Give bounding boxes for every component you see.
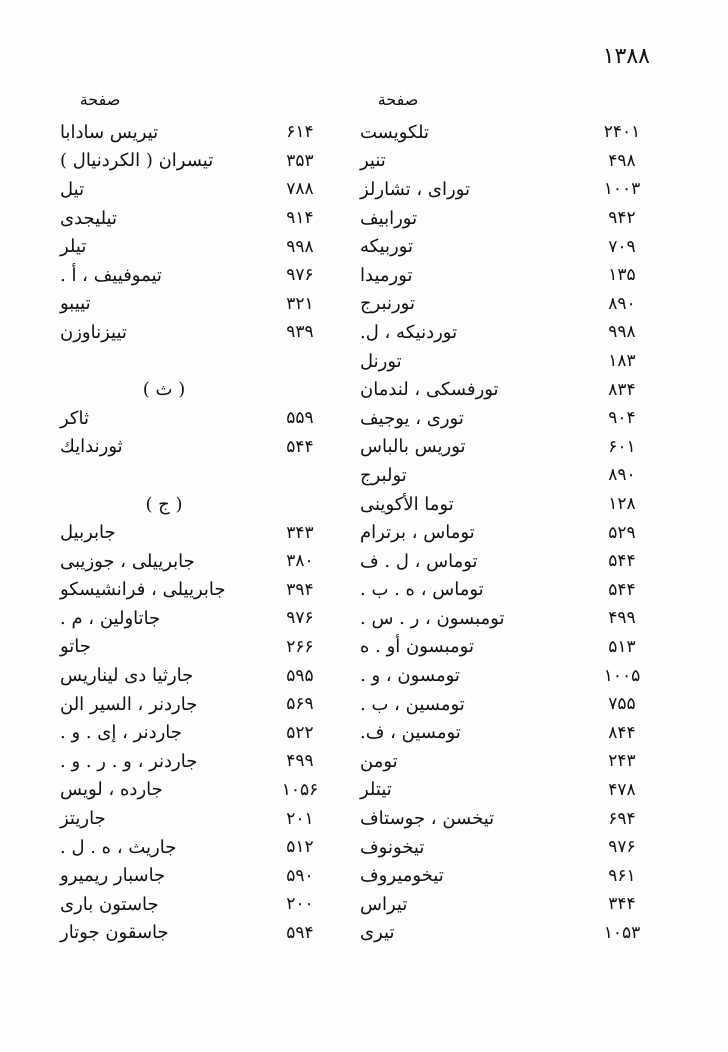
index-entry	[60, 518, 328, 547]
index-entry	[360, 604, 650, 633]
entry-page-number: ۴۷۸	[608, 779, 636, 800]
entry-name: جاتاولين ، م .	[60, 607, 161, 629]
entry-name: جاتو	[60, 636, 91, 658]
index-entry	[60, 718, 328, 747]
index-entry	[60, 804, 328, 833]
entry-page-number: ۲۴۰۱	[603, 122, 641, 143]
index-entry	[60, 661, 328, 690]
index-entry	[360, 347, 650, 376]
entry-name: تنير	[360, 150, 386, 172]
entry-name: تييزناوزن	[60, 321, 127, 343]
section-heading	[60, 490, 328, 519]
entry-name: تومسون ، و .	[360, 665, 460, 687]
entry-name: جابربيل	[60, 522, 116, 544]
entry-name: تيموفييف ، أ .	[60, 264, 162, 286]
entry-name: تورنل	[360, 350, 402, 372]
index-entry	[60, 690, 328, 719]
index-entry	[360, 490, 650, 519]
index-entry	[60, 232, 328, 261]
entry-name: تيخونوف	[360, 836, 425, 858]
entry-page-number: ۵۹۴	[286, 922, 314, 943]
index-entry	[360, 747, 650, 776]
entry-page-number: ۳۲۱	[286, 293, 314, 314]
index-entry	[360, 290, 650, 319]
entry-name: توراى ، تشارلز	[360, 178, 471, 200]
entry-name: تولبرج	[360, 464, 407, 486]
entry-name: جابرييلى ، جوزيبى	[60, 550, 195, 572]
entry-name: تومسين ، ف.	[360, 722, 461, 744]
entry-name: تيخوميروف	[360, 865, 444, 887]
index-entry	[60, 747, 328, 776]
entry-page-number: ۹۹۸	[608, 322, 636, 343]
entry-page-number: ۶۰۱	[608, 436, 636, 457]
index-entry	[360, 118, 650, 147]
entry-name: توما الأكوينى	[360, 493, 454, 515]
entry-page-number: ۳۴۳	[286, 522, 314, 543]
entry-name: تيسران ( الكردنيال )	[60, 150, 214, 172]
entry-page-number: ۱۲۸	[608, 494, 636, 515]
index-entry	[360, 461, 650, 490]
index-entry	[60, 461, 328, 490]
entry-page-number: ۵۶۹	[286, 694, 314, 715]
index-entry	[60, 919, 328, 948]
index-entry	[360, 718, 650, 747]
index-entry	[360, 690, 650, 719]
entry-page-number: ۹۷۶	[608, 837, 636, 858]
entry-name: تومسين ، ب .	[360, 693, 465, 715]
index-entry	[360, 833, 650, 862]
index-entry	[360, 232, 650, 261]
entry-page-number: ۹۹۸	[286, 236, 314, 257]
index-entry	[60, 861, 328, 890]
index-entry	[360, 375, 650, 404]
index-entry	[360, 318, 650, 347]
entry-name: جاريتز	[60, 808, 106, 830]
index-entry	[360, 776, 650, 805]
entry-page-number: ۸۳۴	[608, 379, 636, 400]
index-entry	[60, 261, 328, 290]
entry-page-number: ۹۳۹	[286, 322, 314, 343]
section-letter: ( ج )	[145, 493, 183, 515]
index-entry	[60, 433, 328, 462]
entry-page-number: ۹۱۴	[286, 208, 314, 229]
entry-page-number: ۱۸۳	[608, 351, 636, 372]
entry-page-number: ۱۳۵	[608, 265, 636, 286]
index-entry	[360, 633, 650, 662]
entry-name: جاسبار ريميرو	[60, 865, 166, 887]
entry-name: جاريث ، ه . ل .	[60, 836, 177, 858]
entry-name: تيريس سادابا	[60, 121, 159, 143]
entry-name: جاردنر ، السير الن	[60, 693, 198, 715]
entry-name: تيخسن ، جوستاف	[360, 808, 495, 830]
entry-page-number: ۳۸۰	[286, 551, 314, 572]
right-column-header: صفحة	[377, 90, 419, 109]
entry-name: جاسقون جوتار	[60, 922, 169, 944]
entry-name: جابرييلى ، فرانشيسكو	[60, 579, 226, 601]
index-entry	[360, 204, 650, 233]
index-entry	[60, 118, 328, 147]
entry-page-number: ۵۱۳	[608, 636, 636, 657]
entry-page-number: ۴۹۹	[286, 751, 314, 772]
entry-page-number: ۴۹۸	[608, 150, 636, 171]
index-entry	[60, 175, 328, 204]
index-entry	[360, 661, 650, 690]
index-entry	[360, 861, 650, 890]
entry-page-number: ۹۴۲	[608, 208, 636, 229]
entry-name: جاردنر ، و . ر . و .	[60, 750, 198, 772]
page-number: ۱۳۸۸	[602, 44, 650, 69]
entry-page-number: ۲۶۶	[286, 636, 314, 657]
entry-name: تورى ، يوجيف	[360, 407, 464, 429]
entry-page-number: ۵۵۹	[286, 408, 314, 429]
index-entry	[60, 833, 328, 862]
entry-name: توردنيكه ، ل.	[360, 321, 458, 343]
index-entry	[60, 147, 328, 176]
entry-page-number: ۷۵۵	[608, 694, 636, 715]
entry-page-number: ۲۰۰	[286, 894, 314, 915]
entry-page-number: ۱۰۵۶	[281, 779, 319, 800]
entry-page-number: ۳۵۳	[286, 150, 314, 171]
index-entry	[60, 776, 328, 805]
index-entry	[360, 919, 650, 948]
entry-page-number: ۲۰۱	[286, 808, 314, 829]
entry-page-number: ۹۷۶	[286, 265, 314, 286]
index-entry	[60, 604, 328, 633]
entry-page-number: ۹۷۶	[286, 608, 314, 629]
entry-name: ثاكر	[60, 407, 89, 429]
entry-name: تيرى	[360, 922, 395, 944]
entry-name: تيلر	[60, 236, 87, 258]
entry-page-number: ۴۹۹	[608, 608, 636, 629]
index-entry	[360, 261, 650, 290]
index-entry	[360, 404, 650, 433]
entry-name: تومن	[360, 750, 398, 772]
entry-name: جاستون بارى	[60, 893, 159, 915]
entry-name: تلكويست	[360, 121, 429, 143]
entry-page-number: ۹۶۱	[608, 865, 636, 886]
entry-page-number: ۵۹۵	[286, 665, 314, 686]
entry-name: توماس ، برترام	[360, 522, 475, 544]
entry-name: تورنبرج	[360, 293, 415, 315]
index-entry	[60, 318, 328, 347]
entry-name: تومبسون أو . ه	[360, 636, 474, 658]
index-entry	[60, 576, 328, 605]
section-heading	[60, 375, 328, 404]
entry-page-number: ۳۴۴	[608, 894, 636, 915]
index-entry	[60, 204, 328, 233]
entry-page-number: ۱۰۵۳	[603, 922, 641, 943]
entry-name: توماس ، ه . ب .	[360, 579, 484, 601]
entry-name: تيل	[60, 178, 85, 200]
entry-page-number: ۱۰۰۳	[603, 179, 641, 200]
index-entry	[60, 404, 328, 433]
left-index-column	[60, 118, 328, 947]
entry-name: توماس ، ل . ف	[360, 550, 478, 572]
index-entry	[360, 890, 650, 919]
entry-page-number: ۳۹۴	[286, 579, 314, 600]
entry-page-number: ۸۹۰	[608, 465, 636, 486]
entry-name: جارثيا دى ليناريس	[60, 665, 194, 687]
entry-page-number: ۵۴۴	[286, 436, 314, 457]
entry-page-number: ۷۰۹	[608, 236, 636, 257]
entry-name: جاردنر ، إى . و .	[60, 722, 182, 744]
entry-page-number: ۵۴۴	[608, 551, 636, 572]
entry-page-number: ۵۲۹	[608, 522, 636, 543]
index-entry	[360, 175, 650, 204]
right-index-column	[360, 118, 650, 947]
entry-page-number: ۷۸۸	[286, 179, 314, 200]
entry-page-number: ۸۹۰	[608, 293, 636, 314]
entry-name: تيليجدى	[60, 207, 117, 229]
entry-name: توريس بالباس	[360, 436, 466, 458]
entry-page-number: ۸۴۴	[608, 722, 636, 743]
index-entry	[60, 890, 328, 919]
entry-name: تومبسون ، ر . س .	[360, 607, 505, 629]
entry-page-number: ۶۱۴	[286, 122, 314, 143]
entry-page-number: ۲۴۳	[608, 751, 636, 772]
entry-page-number: ۵۲۲	[286, 722, 314, 743]
index-entry	[60, 347, 328, 376]
entry-name: جارده ، لويس	[60, 779, 163, 801]
entry-page-number: ۵۹۰	[286, 865, 314, 886]
entry-name: تورميدا	[360, 264, 413, 286]
index-entry	[60, 547, 328, 576]
index-entry	[60, 633, 328, 662]
entry-page-number: ۹۰۴	[608, 408, 636, 429]
index-entry	[360, 547, 650, 576]
entry-name: تييبو	[60, 293, 91, 315]
entry-name: توربيكه	[360, 236, 414, 258]
index-entry	[360, 433, 650, 462]
index-entry	[360, 576, 650, 605]
entry-page-number: ۱۰۰۵	[603, 665, 641, 686]
index-entry	[360, 147, 650, 176]
entry-page-number: ۵۴۴	[608, 579, 636, 600]
entry-page-number: ۵۱۲	[286, 837, 314, 858]
entry-name: ثورندايك	[60, 436, 123, 458]
left-column-header: صفحة	[79, 90, 121, 109]
entry-page-number: ۶۹۴	[608, 808, 636, 829]
index-entry	[360, 518, 650, 547]
entry-name: تيراس	[360, 893, 408, 915]
entry-name: تيتلر	[360, 779, 392, 801]
entry-name: تورابيف	[360, 207, 418, 229]
entry-name: تورفسكى ، لندمان	[360, 379, 499, 401]
index-entry	[60, 290, 328, 319]
index-entry	[360, 804, 650, 833]
section-letter: ( ث )	[142, 379, 186, 401]
